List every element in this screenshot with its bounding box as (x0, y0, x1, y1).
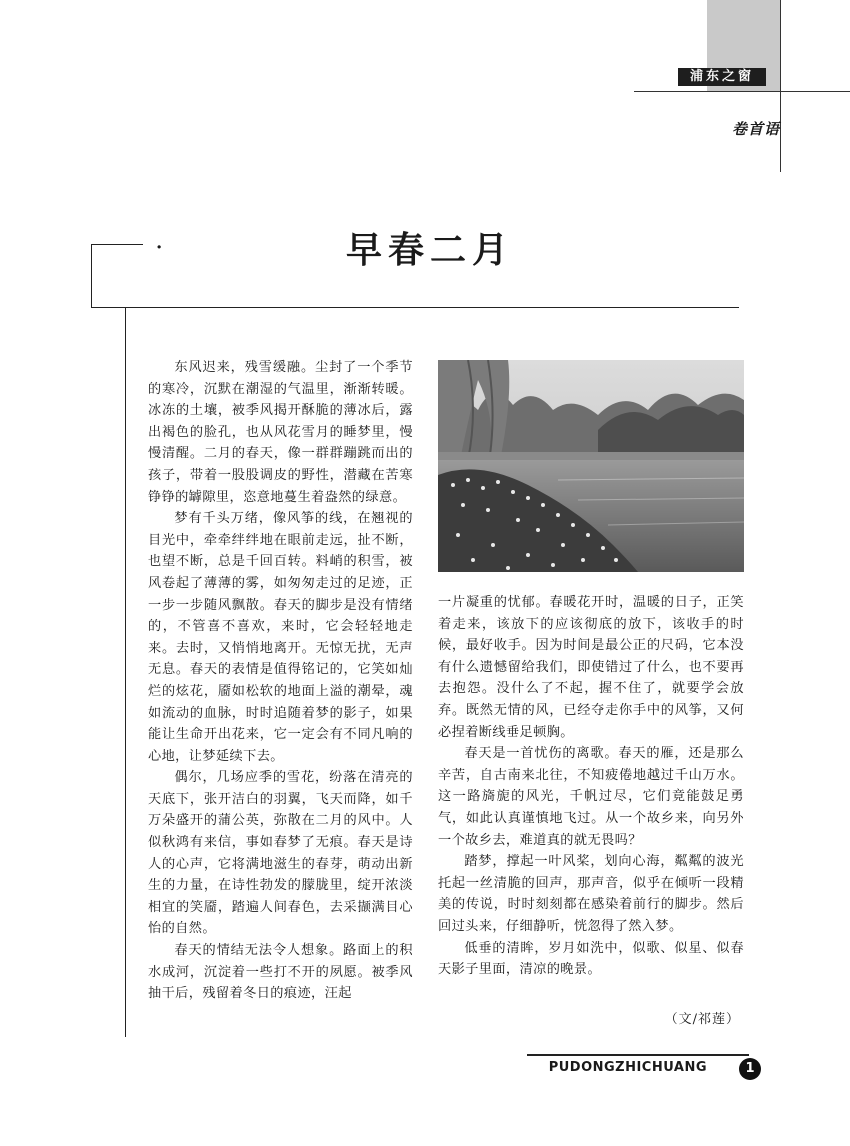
header-vertical-rule (780, 0, 781, 172)
author-credit: （文/祁莲） (664, 1012, 740, 1027)
right-paragraph-2: 春天是一首忧伤的离歌。春天的雁，还是那么辛苦，自古南来北往，不知疲倦地越过千山万水。这一路旖旎的风光，千帆过尽，它们竟能鼓足勇气，如此认真谨慎地飞过。从一个故乡来，向另外一个故乡去，难道真的就无畏吗？ (438, 746, 744, 848)
page-number: 1 (739, 1058, 761, 1080)
title-frame-bottom (91, 307, 739, 308)
footer-brand: PUDONGZHICHUANG (548, 1060, 707, 1075)
column-name: 卷首语 (731, 120, 780, 138)
title-frame-left (91, 244, 92, 308)
article-title: 早春二月 (345, 230, 514, 271)
left-column (148, 357, 413, 1005)
right-paragraph-1: 一片凝重的忧郁。春暖花开时，温暖的日子，正笑着走来，该放下的应该彻底的放下，该收手的时候，最好收手。因为时间是最公正的尺码，它本没有什么遗憾留给我们，即使错过了什么，也不要再去抱怨。没什么了不起，握不住了，就要学会放弃。既然无情的风，已经夺走你手中的风筝，又何必捏着断线垂足顿胸。 (438, 595, 744, 740)
left-paragraph-2: 梦有千头万绪，像风筝的线，在翘视的目光中，牵牵绊绊地在眼前走远，扯不断，也望不断，总是千回百转。料峭的积雪，被风卷起了薄薄的雾，如匆匆走过的足迹，正一步一步随风飘散。春天的脚步是没有情绪的，不管喜不喜欢，来时，它会轻轻地走来。去时，又悄悄地离开。无惊无扰，无声无息。春天的表情是值得铭记的，它笑如灿烂的炫花，靥如松软的地面上溢的潮晕，魂如流动的血脉，时时追随着梦的影子，如果能让生命开出花来，它一定会有不同凡响的心地，让梦延续下去。 (148, 511, 413, 764)
title-bullet-dot: · (156, 237, 163, 258)
body-frame-left (125, 307, 126, 1037)
left-paragraph-1: 东风迟来，残雪缓融。尘封了一个季节的寒冷，沉默在潮湿的气温里，渐渐转暖。冰冻的土壤，被季风揭开酥脆的薄冰后，露出褐色的脸孔，也从风花雪月的睡梦里，慢慢清醒。二月的春天，像一群群蹦跳而出的孩子，带着一股股调皮的野性，潜藏在苦寒铮铮的罅隙里，恣意地蔓生着盎然的绿意。 (148, 360, 413, 505)
right-paragraph-3: 踏梦，撑起一叶风桨，划向心海，粼粼的波光托起一丝清脆的回声，那声音，似乎在倾听一段精美的传说，时时刻刻都在感染着前行的脚步。然后回过头来，仔细静听，恍忽得了然入梦。 (438, 854, 744, 934)
title-frame-top (91, 244, 143, 245)
header-horizontal-rule (634, 91, 850, 92)
footer-rule (527, 1054, 749, 1056)
left-paragraph-4: 春天的情结无法令人想象。路面上的积水成河，沉淀着一些打不开的夙愿。被季风抽干后，残留着冬日的痕迹，汪起 (148, 943, 413, 1002)
right-column (438, 592, 744, 981)
right-paragraph-4: 低垂的清眸，岁月如洗中，似歌、似星、似春天影子里面，清凉的晚景。 (438, 940, 744, 978)
photo-illustration (438, 360, 744, 572)
left-paragraph-3: 偶尔，几场应季的雪花，纷落在清亮的天底下，张开洁白的羽翼，飞天而降，如千万朵盛开的蒲公英，弥散在二月的风中。人似秋鸿有来信，事如春梦了无痕。春天是诗人的心声，它将满地滋生的春芽，萌动出新生的力量，在诗性勃发的朦胧里，绽开浓淡相宜的笑靥，踏遍人间春色，去采撷满目心怡的自然。 (148, 770, 413, 937)
article-photo-river-willows (438, 360, 744, 572)
magazine-name-badge: 浦东之窗 (678, 68, 766, 86)
